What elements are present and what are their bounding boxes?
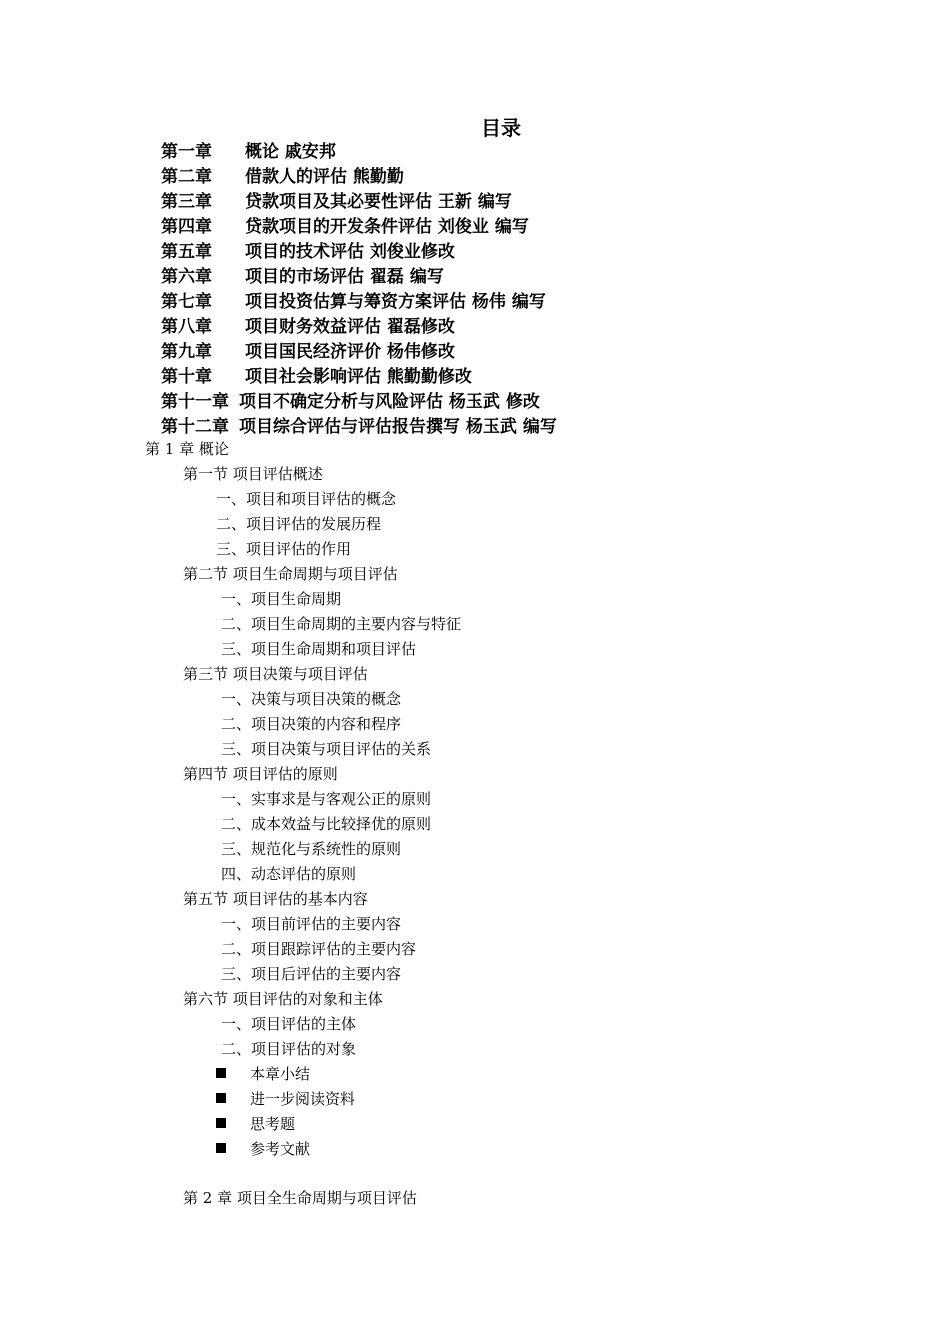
subsection-item: 一、项目和项目评估的概念 (216, 490, 397, 508)
toc-item[interactable] (161, 140, 557, 165)
subsection-item: 三、项目生命周期和项目评估 (221, 640, 417, 658)
toc-chapter-title: 项目国民经济评价 杨伟修改 (245, 342, 455, 362)
bullet-label: 参考文献 (250, 1140, 311, 1158)
toc-item[interactable] (161, 340, 557, 365)
toc-item[interactable] (161, 290, 557, 315)
subsection-item: 二、成本效益与比较择优的原则 (221, 815, 432, 833)
toc-chapter-number: 第四章 (161, 217, 212, 237)
toc-item[interactable] (161, 165, 557, 190)
toc-item[interactable] (161, 240, 557, 265)
subsection-item: 二、项目跟踪评估的主要内容 (221, 940, 417, 958)
toc-chapter-title: 项目社会影响评估 熊勤勤修改 (245, 367, 472, 387)
toc-chapter-number: 第五章 (161, 242, 212, 262)
chapter-heading: 第 1 章 概论 (145, 440, 229, 458)
bullet-item (216, 1137, 310, 1162)
toc-item[interactable] (161, 190, 557, 215)
toc-chapter-title: 概论 戚安邦 (245, 142, 336, 162)
toc-chapter-title: 借款人的评估 熊勤勤 (245, 167, 404, 187)
toc-item[interactable] (161, 215, 557, 240)
toc-chapter-title: 贷款项目的开发条件评估 刘俊业 编写 (245, 217, 529, 237)
toc-chapter-title: 贷款项目及其必要性评估 王新 编写 (245, 192, 512, 212)
toc-chapter-title: 项目投资估算与筹资方案评估 杨伟 编写 (245, 292, 546, 312)
subsection-item: 三、项目决策与项目评估的关系 (221, 740, 432, 758)
toc-chapter-number: 第九章 (161, 342, 212, 362)
toc-chapter-number: 第六章 (161, 267, 212, 287)
toc-item[interactable] (161, 265, 557, 290)
subsection-item: 二、项目评估的发展历程 (216, 515, 382, 533)
toc-chapter-number: 第七章 (161, 292, 212, 312)
toc-chapter-number: 第一章 (161, 142, 212, 162)
chapter-heading: 第 2 章 项目全生命周期与项目评估 (183, 1189, 417, 1207)
bullet-label: 本章小结 (250, 1065, 311, 1083)
subsection-item: 三、项目评估的作用 (216, 540, 352, 558)
square-bullet-icon (216, 1068, 226, 1078)
section-title: 第四节 项目评估的原则 (183, 765, 338, 783)
subsection-item: 一、项目生命周期 (221, 590, 342, 608)
bullet-item (216, 1112, 295, 1137)
toc-item[interactable] (161, 365, 557, 390)
toc-item[interactable] (161, 315, 557, 340)
subsection-item: 一、项目评估的主体 (221, 1015, 357, 1033)
square-bullet-icon (216, 1143, 226, 1153)
toc-chapter-title: 项目不确定分析与风险评估 杨玉武 修改 (239, 392, 540, 412)
bullet-label: 进一步阅读资料 (250, 1090, 356, 1108)
toc-chapter-title: 项目综合评估与评估报告撰写 杨玉武 编写 (239, 417, 557, 437)
square-bullet-icon (216, 1093, 226, 1103)
page-title: 目录 (481, 116, 521, 140)
toc-chapter-number: 第十一章 (161, 392, 229, 412)
table-of-contents (161, 140, 557, 440)
toc-chapter-number: 第三章 (161, 192, 212, 212)
subsection-item: 三、规范化与系统性的原则 (221, 840, 402, 858)
toc-chapter-title: 项目的市场评估 翟磊 编写 (245, 267, 444, 287)
toc-chapter-number: 第十二章 (161, 417, 229, 437)
bullet-label: 思考题 (250, 1115, 296, 1133)
toc-chapter-number: 第八章 (161, 317, 212, 337)
toc-chapter-title: 项目的技术评估 刘俊业修改 (245, 242, 455, 262)
subsection-item: 三、项目后评估的主要内容 (221, 965, 402, 983)
square-bullet-icon (216, 1118, 226, 1128)
section-title: 第三节 项目决策与项目评估 (183, 665, 368, 683)
section-title: 第一节 项目评估概述 (183, 465, 323, 483)
toc-chapter-title: 项目财务效益评估 翟磊修改 (245, 317, 455, 337)
toc-item[interactable] (161, 390, 557, 415)
subsection-item: 二、项目决策的内容和程序 (221, 715, 402, 733)
subsection-item: 二、项目评估的对象 (221, 1040, 357, 1058)
section-title: 第五节 项目评估的基本内容 (183, 890, 368, 908)
subsection-item: 一、项目前评估的主要内容 (221, 915, 402, 933)
subsection-item: 二、项目生命周期的主要内容与特征 (221, 615, 462, 633)
section-title: 第二节 项目生命周期与项目评估 (183, 565, 398, 583)
subsection-item: 一、实事求是与客观公正的原则 (221, 790, 432, 808)
subsection-item: 四、动态评估的原则 (221, 865, 357, 883)
toc-chapter-number: 第十章 (161, 367, 212, 387)
subsection-item: 一、决策与项目决策的概念 (221, 690, 402, 708)
section-title: 第六节 项目评估的对象和主体 (183, 990, 383, 1008)
toc-chapter-number: 第二章 (161, 167, 212, 187)
bullet-item (216, 1087, 355, 1112)
bullet-item (216, 1062, 310, 1087)
